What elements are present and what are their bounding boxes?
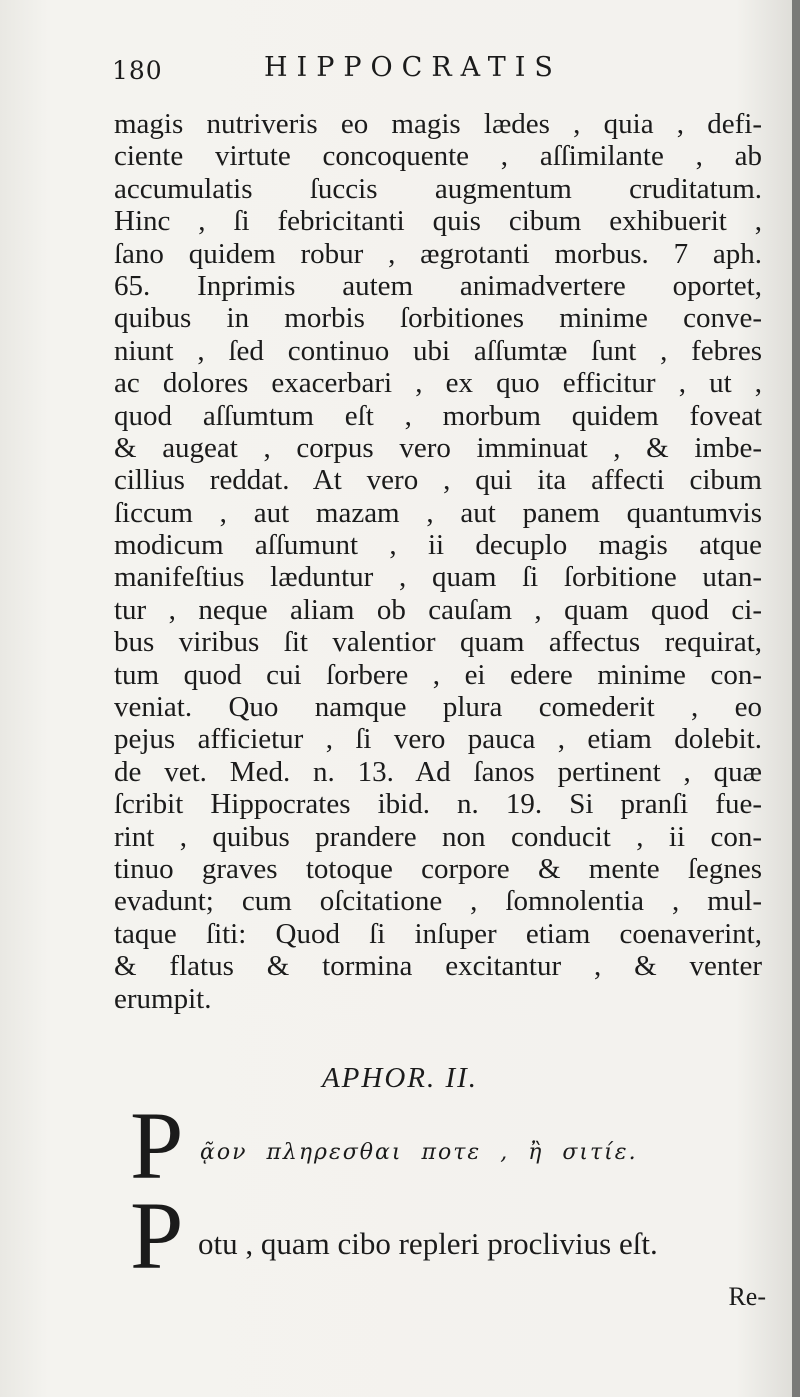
text-line: manifeſtius læduntur , quam ſi ſorbitione utan-	[114, 561, 762, 594]
text-line: ſiccum , aut mazam , aut panem quantumvis	[114, 496, 762, 529]
greek-aphorism-text: ᾷον πληρεσθαι ποτε , ἢ σιτίε.	[200, 1140, 638, 1165]
text-line: modicum aſſumunt , ii decuplo magis atque	[114, 529, 762, 562]
text-line: quibus in morbis ſorbitiones minime conve-	[114, 302, 762, 335]
text-line: rint , quibus prandere non conducit , ii con-	[114, 820, 762, 853]
text-line: niunt , ſed continuo ubi aſſumtæ ſunt , febres	[114, 334, 762, 367]
page-number: 180	[112, 56, 163, 85]
text-line: cillius reddat. At vero , qui ita affecti cibum	[114, 464, 762, 497]
text-line: erumpit.	[114, 982, 212, 1015]
text-line: ſano quidem robur , ægrotanti morbus. 7 aph.	[114, 237, 762, 270]
text-line: quod aſſumtum eſt , morbum quidem foveat	[114, 399, 762, 432]
text-line: ſcribit Hippocrates ibid. n. 19. Si pranſi fue-	[114, 788, 762, 821]
text-line: evadunt; cum oſcitatione , ſomnolentia , mul-	[114, 885, 762, 918]
text-line: de vet. Med. n. 13. Ad ſanos pertinent , quæ	[114, 755, 762, 788]
latin-drop-cap: P	[130, 1182, 184, 1289]
text-line: bus viribus ſit valentior quam affectus requirat,	[114, 626, 762, 659]
text-line: tur , neque aliam ob cauſam , quam quod ci-	[114, 593, 762, 626]
text-line: taque ſiti: Quod ſi inſuper etiam coenaverint,	[114, 917, 762, 950]
text-line: 65. Inprimis autem animadvertere oportet,	[114, 269, 762, 302]
page-header	[112, 52, 752, 92]
text-line: ciente virtute concoquente , aſſimilante , ab	[114, 140, 762, 173]
page-edge-shadow	[792, 0, 800, 1397]
body-text	[114, 108, 762, 1015]
text-line: & augeat , corpus vero imminuat , & imbe-	[114, 431, 762, 464]
text-line: tinuo graves totoque corpore & mente ſegnes	[114, 852, 762, 885]
text-line: accumulatis ſuccis augmentum cruditatum.	[114, 172, 762, 205]
aphorism-heading: APHOR. II.	[321, 1062, 479, 1094]
text-line: magis nutriveris eo magis lædes , quia , defi-	[114, 108, 762, 140]
running-title: HIPPOCRATIS	[264, 52, 562, 83]
text-line: ac dolores exacerbari , ex quo efficitur , ut ,	[114, 367, 762, 400]
text-line: veniat. Quo namque plura comederit , eo	[114, 691, 762, 724]
text-line: & flatus & tormina excitantur , & venter	[114, 950, 762, 983]
catchword: Re-	[728, 1282, 766, 1311]
text-line: tum quod cui ſorbere , ei edere minime con-	[114, 658, 762, 691]
text-line: pejus afficietur , ſi vero pauca , etiam dolebit.	[114, 723, 762, 756]
latin-aphorism-text: otu , quam cibo repleri proclivius eſt.	[198, 1226, 658, 1261]
text-line: Hinc , ſi febricitanti quis cibum exhibuerit ,	[114, 205, 762, 238]
greek-drop-cap: P	[130, 1092, 184, 1199]
